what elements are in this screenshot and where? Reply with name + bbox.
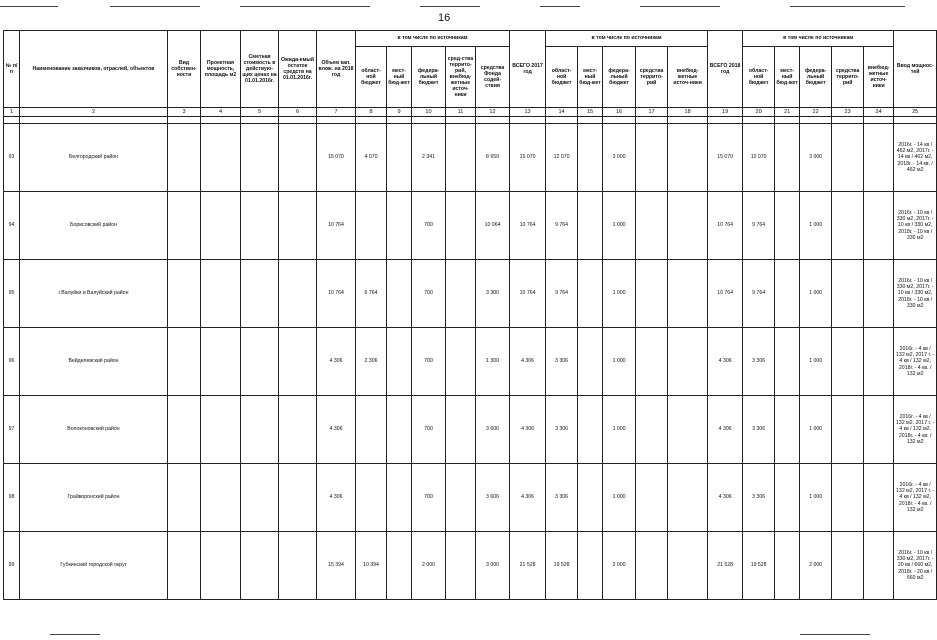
- cell-capacity: [201, 124, 241, 192]
- header-src2-oblast: област-ной бюджет: [546, 47, 578, 108]
- cell-c20: 9 764: [743, 192, 775, 260]
- cell-c8: [356, 464, 387, 532]
- column-numbers-row: [4, 108, 937, 117]
- cell-c7: 15 070: [317, 124, 356, 192]
- cell-c24: [864, 192, 894, 260]
- cell-c16: 1 000: [603, 192, 636, 260]
- cell-c16: 1 000: [603, 464, 636, 532]
- cell-c11: [446, 328, 476, 396]
- cell-capacity: [201, 260, 241, 328]
- cell-c8: 2 306: [356, 328, 387, 396]
- header-total-2018: ВСЕГО 2018 год: [708, 31, 743, 108]
- cell-c7: 4 306: [317, 464, 356, 532]
- cell-capacity: [201, 192, 241, 260]
- scan-artifact-line: [420, 6, 480, 7]
- cell-capacity: [201, 532, 241, 600]
- cell-c12: 3 300: [476, 260, 510, 328]
- column-number: 3: [168, 108, 201, 117]
- cell-c7: 15 394: [317, 532, 356, 600]
- header-src-oblast: област-ной бюджет: [356, 47, 387, 108]
- cell-c15: [578, 192, 603, 260]
- row-number: 94: [4, 192, 20, 260]
- cell-c23: [832, 464, 864, 532]
- row-number: 99: [4, 532, 20, 600]
- header-ownership: Вид собствен-ности: [168, 31, 201, 108]
- cell-c10: 700: [412, 192, 446, 260]
- cell-ownership: [168, 396, 201, 464]
- cell-c12: 8 659: [476, 124, 510, 192]
- scan-artifact-line: [790, 6, 905, 7]
- cell-c8: 4 070: [356, 124, 387, 192]
- column-number: 15: [578, 108, 603, 117]
- header-src2-offbudget: внебюд-жетные источ-ники: [668, 47, 708, 108]
- cell-c22: 1 000: [800, 396, 832, 464]
- cell-c12: 10 064: [476, 192, 510, 260]
- column-number: 18: [668, 108, 708, 117]
- cell-c20: 19 528: [743, 532, 775, 600]
- cell-c15: [578, 464, 603, 532]
- cell-c14: 19 528: [546, 532, 578, 600]
- cell-c16: 2 000: [603, 532, 636, 600]
- cell-c12: 3 000: [476, 532, 510, 600]
- cell-capacity: [201, 396, 241, 464]
- cell-c15: [578, 328, 603, 396]
- cell-capacity: [201, 328, 241, 396]
- column-number: 8: [356, 108, 387, 117]
- spacer-row: [4, 117, 937, 124]
- cell-c13: 10 764: [510, 192, 546, 260]
- cell-c8: [356, 192, 387, 260]
- cell-c9: [387, 192, 412, 260]
- cell-c23: [832, 124, 864, 192]
- scan-artifact-line: [50, 634, 100, 635]
- cell-ownership: [168, 260, 201, 328]
- row-number: 96: [4, 328, 20, 396]
- table-row: [4, 260, 937, 328]
- cell-ownership: [168, 464, 201, 532]
- cell-c19: 4 306: [708, 464, 743, 532]
- row-number: 98: [4, 464, 20, 532]
- table-row: [4, 464, 937, 532]
- column-number: 16: [603, 108, 636, 117]
- header-remaining: Ожида-емый остаток средств на 01.01.2016г.: [279, 31, 317, 108]
- cell-c12: 3 606: [476, 464, 510, 532]
- header-src3-offbudget: внебюд-жетные источ-ники: [864, 47, 894, 108]
- cell-c22: 1 000: [800, 328, 832, 396]
- cell-c7: 4 306: [317, 328, 356, 396]
- table-row: [4, 532, 937, 600]
- cell-ownership: [168, 532, 201, 600]
- cell-c17: [636, 532, 668, 600]
- cell-c14: 9 764: [546, 260, 578, 328]
- header-estimate: Сметная стоимость в действую-щих ценах на 01.01.2016г.: [241, 31, 279, 108]
- cell-c10: 2 341: [412, 124, 446, 192]
- cell-c19: 21 528: [708, 532, 743, 600]
- cell-estimate: [241, 532, 279, 600]
- cell-estimate: [241, 124, 279, 192]
- cell-c14: 3 306: [546, 328, 578, 396]
- cell-estimate: [241, 396, 279, 464]
- column-number: 12: [476, 108, 510, 117]
- header-total-2017: ВСЕГО 2017 год: [510, 31, 546, 108]
- cell-c9: [387, 396, 412, 464]
- header-no: № п/п: [4, 31, 20, 108]
- header-src-fund: средства Фонда содей-ствия: [476, 47, 510, 108]
- cell-c18: [668, 192, 708, 260]
- cell-c18: [668, 260, 708, 328]
- cell-estimate: [241, 328, 279, 396]
- cell-remaining: [279, 192, 317, 260]
- row-commissioning: 2016г. - 4 кв / 132 м2, 2017 г. - 4 кв / 132 м2, 2018г. - 4 кв. / 132 м2: [894, 396, 937, 464]
- header-src2-federal: федера-льный бюджет: [603, 47, 636, 108]
- cell-c22: 1 000: [800, 464, 832, 532]
- header-src-federal: федера-льный бюджет: [412, 47, 446, 108]
- header-name: Наименование заказчиков, отраслей, объектов: [20, 31, 168, 108]
- cell-c8: 10 394: [356, 532, 387, 600]
- cell-c11: [446, 396, 476, 464]
- header-src-territory: сред-ства террито-рий, внебюд-жетные источ-ники: [446, 47, 476, 108]
- cell-c9: [387, 124, 412, 192]
- row-name: Губкинский городской округ: [20, 532, 168, 600]
- column-number: 4: [201, 108, 241, 117]
- cell-estimate: [241, 464, 279, 532]
- cell-c18: [668, 328, 708, 396]
- cell-c17: [636, 124, 668, 192]
- column-number: 9: [387, 108, 412, 117]
- cell-estimate: [241, 192, 279, 260]
- row-name: Борисовский район: [20, 192, 168, 260]
- cell-c19: 15 070: [708, 124, 743, 192]
- row-commissioning: 2016г. - 4 кв / 132 м2, 2017 г. - 4 кв / 132 м2, 2018г. - 4 кв. / 132 м2: [894, 464, 937, 532]
- cell-c10: 2 000: [412, 532, 446, 600]
- column-number: 22: [800, 108, 832, 117]
- cell-c14: 3 306: [546, 464, 578, 532]
- cell-c19: 10 764: [708, 260, 743, 328]
- column-number: 11: [446, 108, 476, 117]
- cell-c14: 12 070: [546, 124, 578, 192]
- column-number: 20: [743, 108, 775, 117]
- cell-c22: 3 000: [800, 124, 832, 192]
- table-body: [4, 124, 937, 600]
- cell-c13: 21 528: [510, 532, 546, 600]
- cell-c17: [636, 192, 668, 260]
- column-number: 5: [241, 108, 279, 117]
- column-number: 23: [832, 108, 864, 117]
- header-group-sources-3: в том числе по источникам: [743, 31, 894, 47]
- cell-c23: [832, 532, 864, 600]
- row-name: Волоконовский район: [20, 396, 168, 464]
- cell-c11: [446, 124, 476, 192]
- row-name: Белгородский район: [20, 124, 168, 192]
- cell-c18: [668, 124, 708, 192]
- cell-c23: [832, 396, 864, 464]
- header-src2-local: мест-ный бюд-жет: [578, 47, 603, 108]
- cell-c15: [578, 532, 603, 600]
- row-commissioning: 2016г. - 10 кв / 330 м2, 2017г. - 10 кв / 330 м2, 2018г. - 10 кв / 330 м2: [894, 260, 937, 328]
- cell-c24: [864, 396, 894, 464]
- cell-c11: [446, 464, 476, 532]
- column-number: 21: [775, 108, 800, 117]
- column-number: 13: [510, 108, 546, 117]
- cell-c17: [636, 260, 668, 328]
- header-commissioning: Ввод мощнос-тей: [894, 31, 937, 108]
- cell-c15: [578, 124, 603, 192]
- cell-c21: [775, 464, 800, 532]
- cell-c16: 1 000: [603, 260, 636, 328]
- cell-c13: 4 306: [510, 396, 546, 464]
- cell-c13: 10 764: [510, 260, 546, 328]
- cell-c22: 1 000: [800, 192, 832, 260]
- cell-remaining: [279, 328, 317, 396]
- cell-capacity: [201, 464, 241, 532]
- cell-c17: [636, 328, 668, 396]
- cell-c12: 1 300: [476, 328, 510, 396]
- cell-c24: [864, 328, 894, 396]
- column-number: 7: [317, 108, 356, 117]
- column-number: 10: [412, 108, 446, 117]
- cell-c24: [864, 532, 894, 600]
- column-number: 25: [894, 108, 937, 117]
- cell-c13: 4 306: [510, 328, 546, 396]
- cell-c17: [636, 396, 668, 464]
- row-number: 93: [4, 124, 20, 192]
- cell-c23: [832, 328, 864, 396]
- cell-remaining: [279, 532, 317, 600]
- scan-artifact-line: [800, 634, 870, 635]
- cell-c18: [668, 396, 708, 464]
- cell-c13: 15 070: [510, 124, 546, 192]
- cell-c9: [387, 464, 412, 532]
- cell-remaining: [279, 124, 317, 192]
- scan-artifact-line: [110, 6, 200, 7]
- cell-c20: 9 764: [743, 260, 775, 328]
- cell-c21: [775, 396, 800, 464]
- header-src-local: мест-ный бюд-жет: [387, 47, 412, 108]
- cell-c24: [864, 124, 894, 192]
- cell-c23: [832, 260, 864, 328]
- row-commissioning: 2016г. - 4 кв / 132 м2, 2017 г. - 4 кв / 132 м2, 2018г. - 4 кв. / 132 м2: [894, 328, 937, 396]
- header-capacity: Проектная мощность, площадь м2: [201, 31, 241, 108]
- cell-ownership: [168, 192, 201, 260]
- column-number: 17: [636, 108, 668, 117]
- cell-c16: 3 000: [603, 124, 636, 192]
- cell-c12: 3 606: [476, 396, 510, 464]
- cell-c21: [775, 532, 800, 600]
- cell-ownership: [168, 328, 201, 396]
- cell-c11: [446, 192, 476, 260]
- header-src3-local: мест-ный бюд-жет: [775, 47, 800, 108]
- scan-artifact-line: [0, 6, 58, 7]
- cell-c13: 4 306: [510, 464, 546, 532]
- table-row: [4, 396, 937, 464]
- cell-c21: [775, 260, 800, 328]
- cell-c22: 2 000: [800, 532, 832, 600]
- cell-c16: 1 000: [603, 328, 636, 396]
- header-src3-territory: средства террито-рий: [832, 47, 864, 108]
- cell-c19: 10 764: [708, 192, 743, 260]
- cell-c24: [864, 260, 894, 328]
- cell-c7: 10 764: [317, 192, 356, 260]
- cell-c21: [775, 328, 800, 396]
- cell-c15: [578, 260, 603, 328]
- cell-c20: 3 306: [743, 464, 775, 532]
- column-number: 6: [279, 108, 317, 117]
- cell-c20: 12 070: [743, 124, 775, 192]
- cell-remaining: [279, 464, 317, 532]
- cell-estimate: [241, 260, 279, 328]
- cell-c19: 4 306: [708, 396, 743, 464]
- cell-c18: [668, 532, 708, 600]
- cell-c18: [668, 464, 708, 532]
- cell-c10: 700: [412, 260, 446, 328]
- scan-artifact-line: [240, 6, 370, 7]
- column-number: 19: [708, 108, 743, 117]
- cell-ownership: [168, 124, 201, 192]
- cell-c21: [775, 124, 800, 192]
- table-row: [4, 192, 937, 260]
- cell-c19: 4 306: [708, 328, 743, 396]
- cell-c9: [387, 328, 412, 396]
- header-src3-federal: федера-льный бюджет: [800, 47, 832, 108]
- row-number: 95: [4, 260, 20, 328]
- cell-c9: [387, 260, 412, 328]
- column-number: 1: [4, 108, 20, 117]
- cell-c9: [387, 532, 412, 600]
- column-number: 24: [864, 108, 894, 117]
- header-src3-oblast: област-ной бюджет: [743, 47, 775, 108]
- cell-c17: [636, 464, 668, 532]
- scan-artifact-line: [540, 6, 580, 7]
- investment-table: [3, 30, 937, 600]
- cell-c11: [446, 260, 476, 328]
- row-commissioning: 2016г. - 10 кв / 330 м2, 2017г. - 10 кв / 330 м2, 2018г. - 10 кв / 330 м2: [894, 192, 937, 260]
- header-src2-territory: средства террито-рий: [636, 47, 668, 108]
- row-commissioning: 2016г. - 10 кв / 330 м2, 2017г. - 20 кв / 660 м2, 2018г. - 20 кв / 660 м2: [894, 532, 937, 600]
- header-group-sources-2: в том числе по источникам: [546, 31, 708, 47]
- cell-c20: 3 306: [743, 328, 775, 396]
- cell-c14: 9 764: [546, 192, 578, 260]
- cell-c15: [578, 396, 603, 464]
- row-number: 97: [4, 396, 20, 464]
- cell-c8: 6 764: [356, 260, 387, 328]
- row-commissioning: 2016г. - 14 кв / 462 м2, 2017г. - 14 кв / 462 м2, 2018г. - 14 кв. / 462 м2: [894, 124, 937, 192]
- cell-c14: 3 306: [546, 396, 578, 464]
- table-row: [4, 328, 937, 396]
- cell-c20: 3 306: [743, 396, 775, 464]
- cell-c22: 1 000: [800, 260, 832, 328]
- cell-c10: 700: [412, 396, 446, 464]
- cell-c16: 1 000: [603, 396, 636, 464]
- header-volume-2018: Объем кап. влож. на 2018 год: [317, 31, 356, 108]
- cell-c23: [832, 192, 864, 260]
- cell-c10: 700: [412, 464, 446, 532]
- cell-c24: [864, 464, 894, 532]
- cell-c8: [356, 396, 387, 464]
- cell-remaining: [279, 260, 317, 328]
- column-number: 14: [546, 108, 578, 117]
- cell-c7: 4 306: [317, 396, 356, 464]
- row-name: Грайворонский район: [20, 464, 168, 532]
- row-name: г.Валуйки и Валуйский район: [20, 260, 168, 328]
- cell-c7: 10 764: [317, 260, 356, 328]
- header-group-sources-1: в том числе по источникам: [356, 31, 510, 47]
- cell-c10: 700: [412, 328, 446, 396]
- cell-remaining: [279, 396, 317, 464]
- page-number: 16: [438, 12, 451, 24]
- column-number: 2: [20, 108, 168, 117]
- cell-c21: [775, 192, 800, 260]
- scan-artifact-line: [640, 6, 720, 7]
- cell-c11: [446, 532, 476, 600]
- row-name: Вейделевский район: [20, 328, 168, 396]
- table-row: [4, 124, 937, 192]
